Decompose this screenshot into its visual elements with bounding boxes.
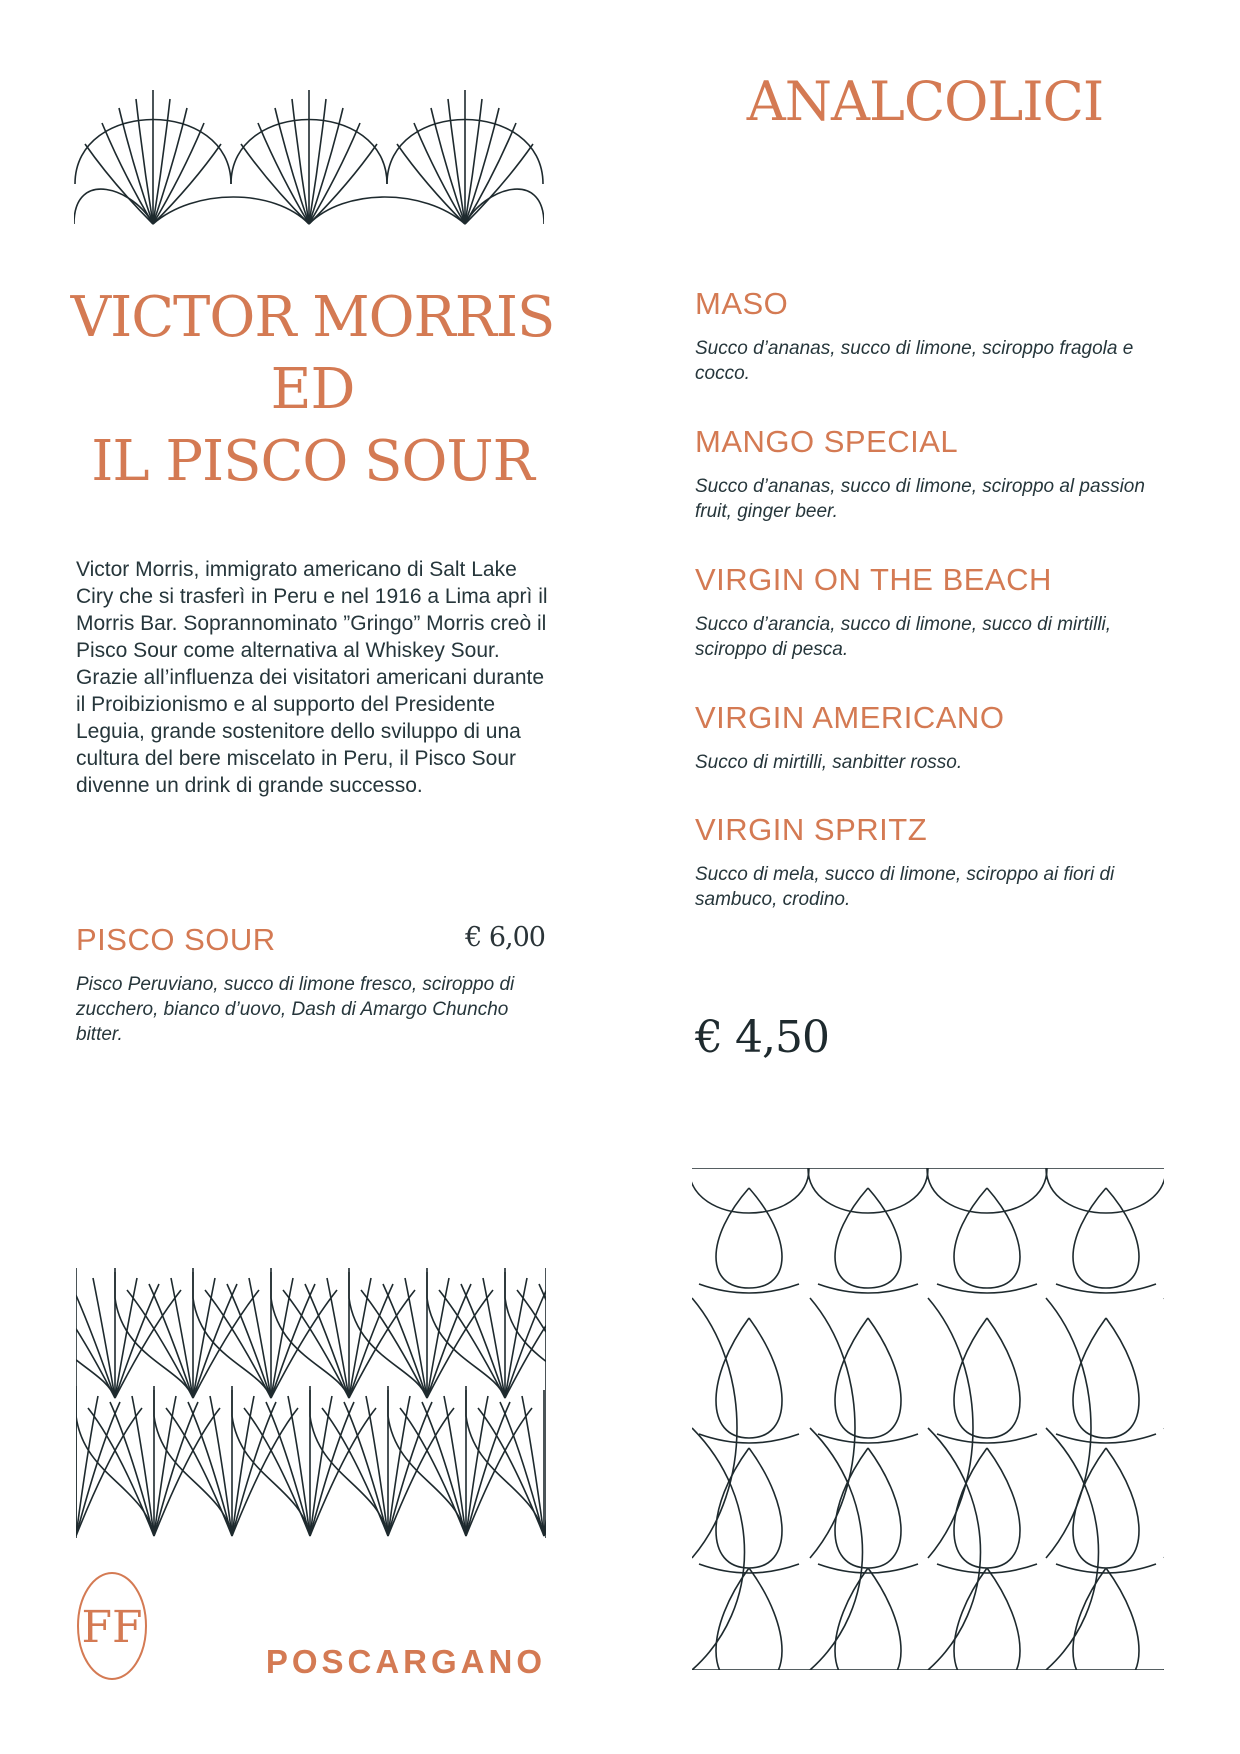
section-title-analcolici: ANALCOLICI: [746, 70, 1104, 133]
drink-description: Succo d’arancia, succo di limone, succo di mirtilli, sciroppo di pesca.: [695, 614, 1112, 660]
pisco-sour-name: PISCO SOUR: [76, 922, 276, 957]
drink-item: [695, 424, 1175, 524]
drink-name: MANGO SPECIAL: [695, 424, 959, 459]
logo-text: FF: [81, 1602, 143, 1653]
analcolici-price: € 4,50: [695, 1012, 829, 1063]
brand-name: POSCARGANO: [265, 1643, 546, 1680]
title-line-3: IL PISCO SOUR: [91, 429, 534, 494]
drink-description: Succo d’ananas, succo di limone, sciroppo al passion fruit, ginger beer.: [695, 476, 1145, 522]
shell-ornament-top: [74, 88, 544, 226]
loop-ornament-pattern: [692, 1168, 1164, 1670]
drink-description: Succo d’ananas, succo di limone, sciroppo fragola e cocco.: [695, 338, 1134, 384]
drink-item: [695, 286, 1175, 386]
ff-logo: [75, 1570, 149, 1682]
drink-name: VIRGIN AMERICANO: [695, 700, 1005, 735]
pisco-sour-price: € 6,00: [465, 922, 545, 953]
drink-item: [695, 812, 1175, 912]
drink-name: MASO: [695, 286, 789, 321]
page-title: [60, 282, 565, 498]
drink-item: [695, 700, 1175, 775]
drink-name: VIRGIN ON THE BEACH: [695, 562, 1052, 597]
pisco-sour-description: Pisco Peruviano, succo di limone fresco, sciroppo di zucchero, bianco d’uovo, Dash di Amargo Chuncho bitter.: [76, 974, 515, 1045]
story-paragraph: Victor Morris, immigrato americano di Salt Lake Ciry che si trasferì in Peru e nel 1916 a Lima aprì il Morris Bar. Soprannominato ”Gringo” Morris creò il Pisco Sour come alternativa al Whiskey Sour. Grazie all’influenza dei visitatori americani durante il Proibizionismo e al supporto del Presidente Leguia, grande sostenitore dello sviluppo di una cultura del bere miscelato in Peru, il Pisco Sour divenne un drink di grande successo.: [76, 558, 548, 797]
drink-description: Succo di mirtilli, sanbitter rosso.: [695, 752, 963, 773]
title-line-1: VICTOR MORRIS: [70, 285, 555, 350]
drink-description: Succo di mela, succo di limone, sciroppo ai fiori di sambuco, crodino.: [695, 864, 1115, 910]
shell-pattern-bottom: [76, 1268, 546, 1538]
drink-item: [695, 562, 1175, 662]
title-line-2: ED: [270, 357, 355, 422]
drink-name: VIRGIN SPRITZ: [695, 812, 928, 847]
